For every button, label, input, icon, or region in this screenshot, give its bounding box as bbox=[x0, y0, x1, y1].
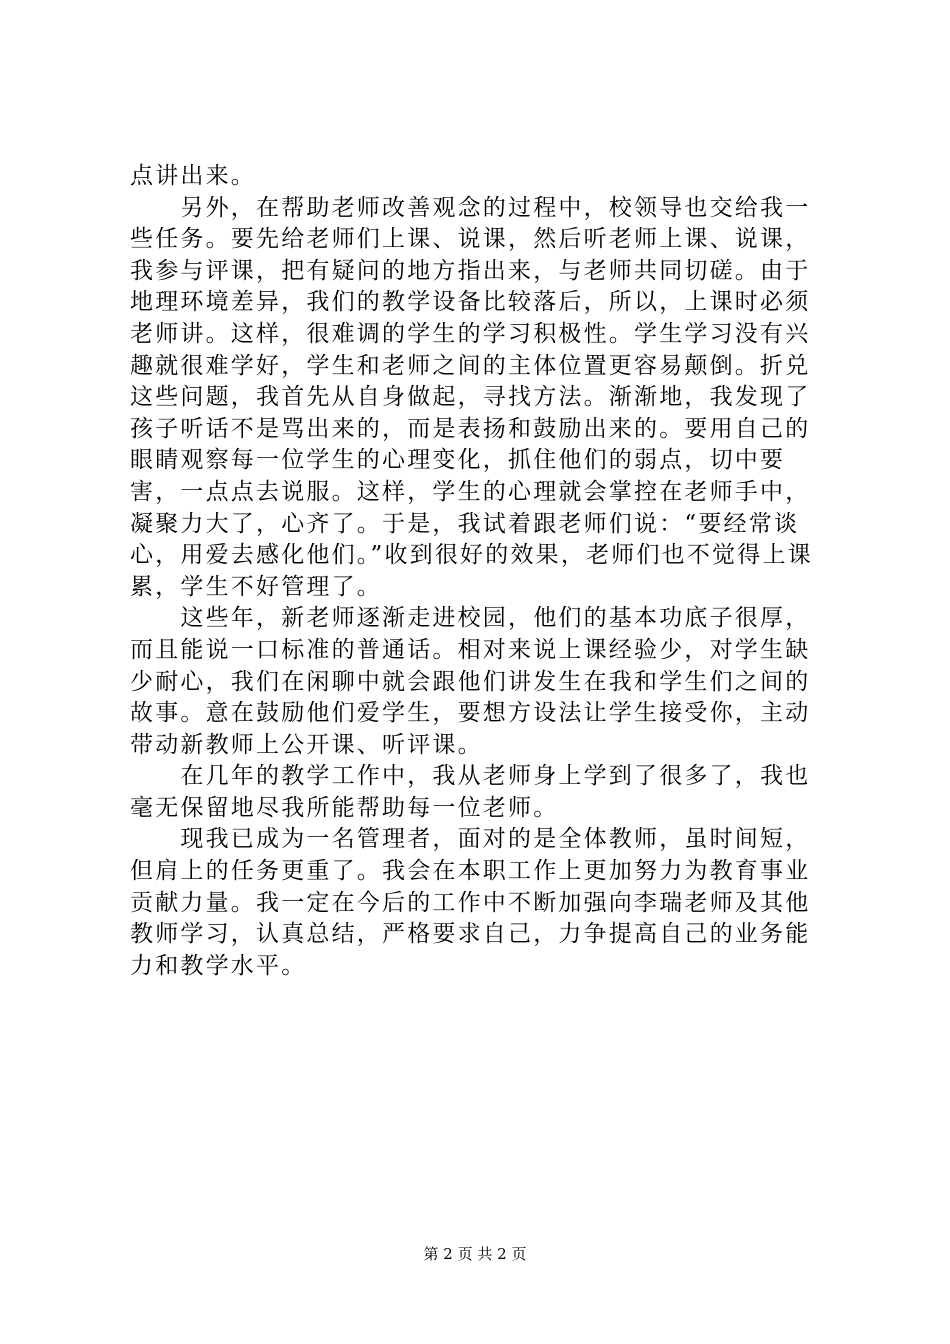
paragraph-continuation: 点讲出来。 bbox=[130, 163, 256, 189]
paragraph: 另外，在帮助老师改善观念的过程中，校领导也交给我一些任务。要先给老师们上课、说课，然后听老师上课、说课，我参与评课，把有疑问的地方指出来，与老师共同切磋。由于地理环境差异，我们的教学设备比较落后，所以，上课时必须老师讲。这样，很难调的学生的学习积极性。学生学习没有兴趣就很难学好，学生和老师之间的主体位置更容易颠倒。折兑这些问题，我首先从自身做起，寻找方法。渐渐地，我发现了孩子听话不是骂出来的，而是表扬和鼓励出来的。要用自己的眼睛观察每一位学生的心理变化，抓住他们的弱点，切中要害，一点点去说服。这样，学生的心理就会掌控在老师手中，凝聚力大了，心齐了。于是，我试着跟老师们说：“要经常谈心，用爱去感化他们。”收到很好的效果，老师们也不觉得上课累，学生不好管理了。 bbox=[130, 194, 813, 600]
paragraph: 在几年的教学工作中，我从老师身上学到了很多了，我也毫无保留地尽我所能帮助每一位老师。 bbox=[130, 763, 811, 821]
page-number-footer: 第 2 页 共 2 页 bbox=[423, 1245, 527, 1263]
paragraph: 现我已成为一名管理者，面对的是全体教师，虽时间短，但肩上的任务更重了。我会在本职工作上更加努力为教育事业贡献力量。我一定在今后的工作中不断加强向李瑞老师及其他教师学习，认真总结，严格要求自己，力争提高自己的业务能力和教学水平。 bbox=[130, 826, 811, 979]
paragraph: 这些年，新老师逐渐走进校园，他们的基本功底子很厚，而且能说一口标准的普通话。相对来说上课经验少，对学生缺少耐心，我们在闲聊中就会跟他们讲发生在我和学生们之间的故事。意在鼓励他们爱学生，要想方设法让学生接受你，主动带动新教师上公开课、听评课。 bbox=[130, 605, 811, 758]
document-body bbox=[130, 161, 830, 982]
